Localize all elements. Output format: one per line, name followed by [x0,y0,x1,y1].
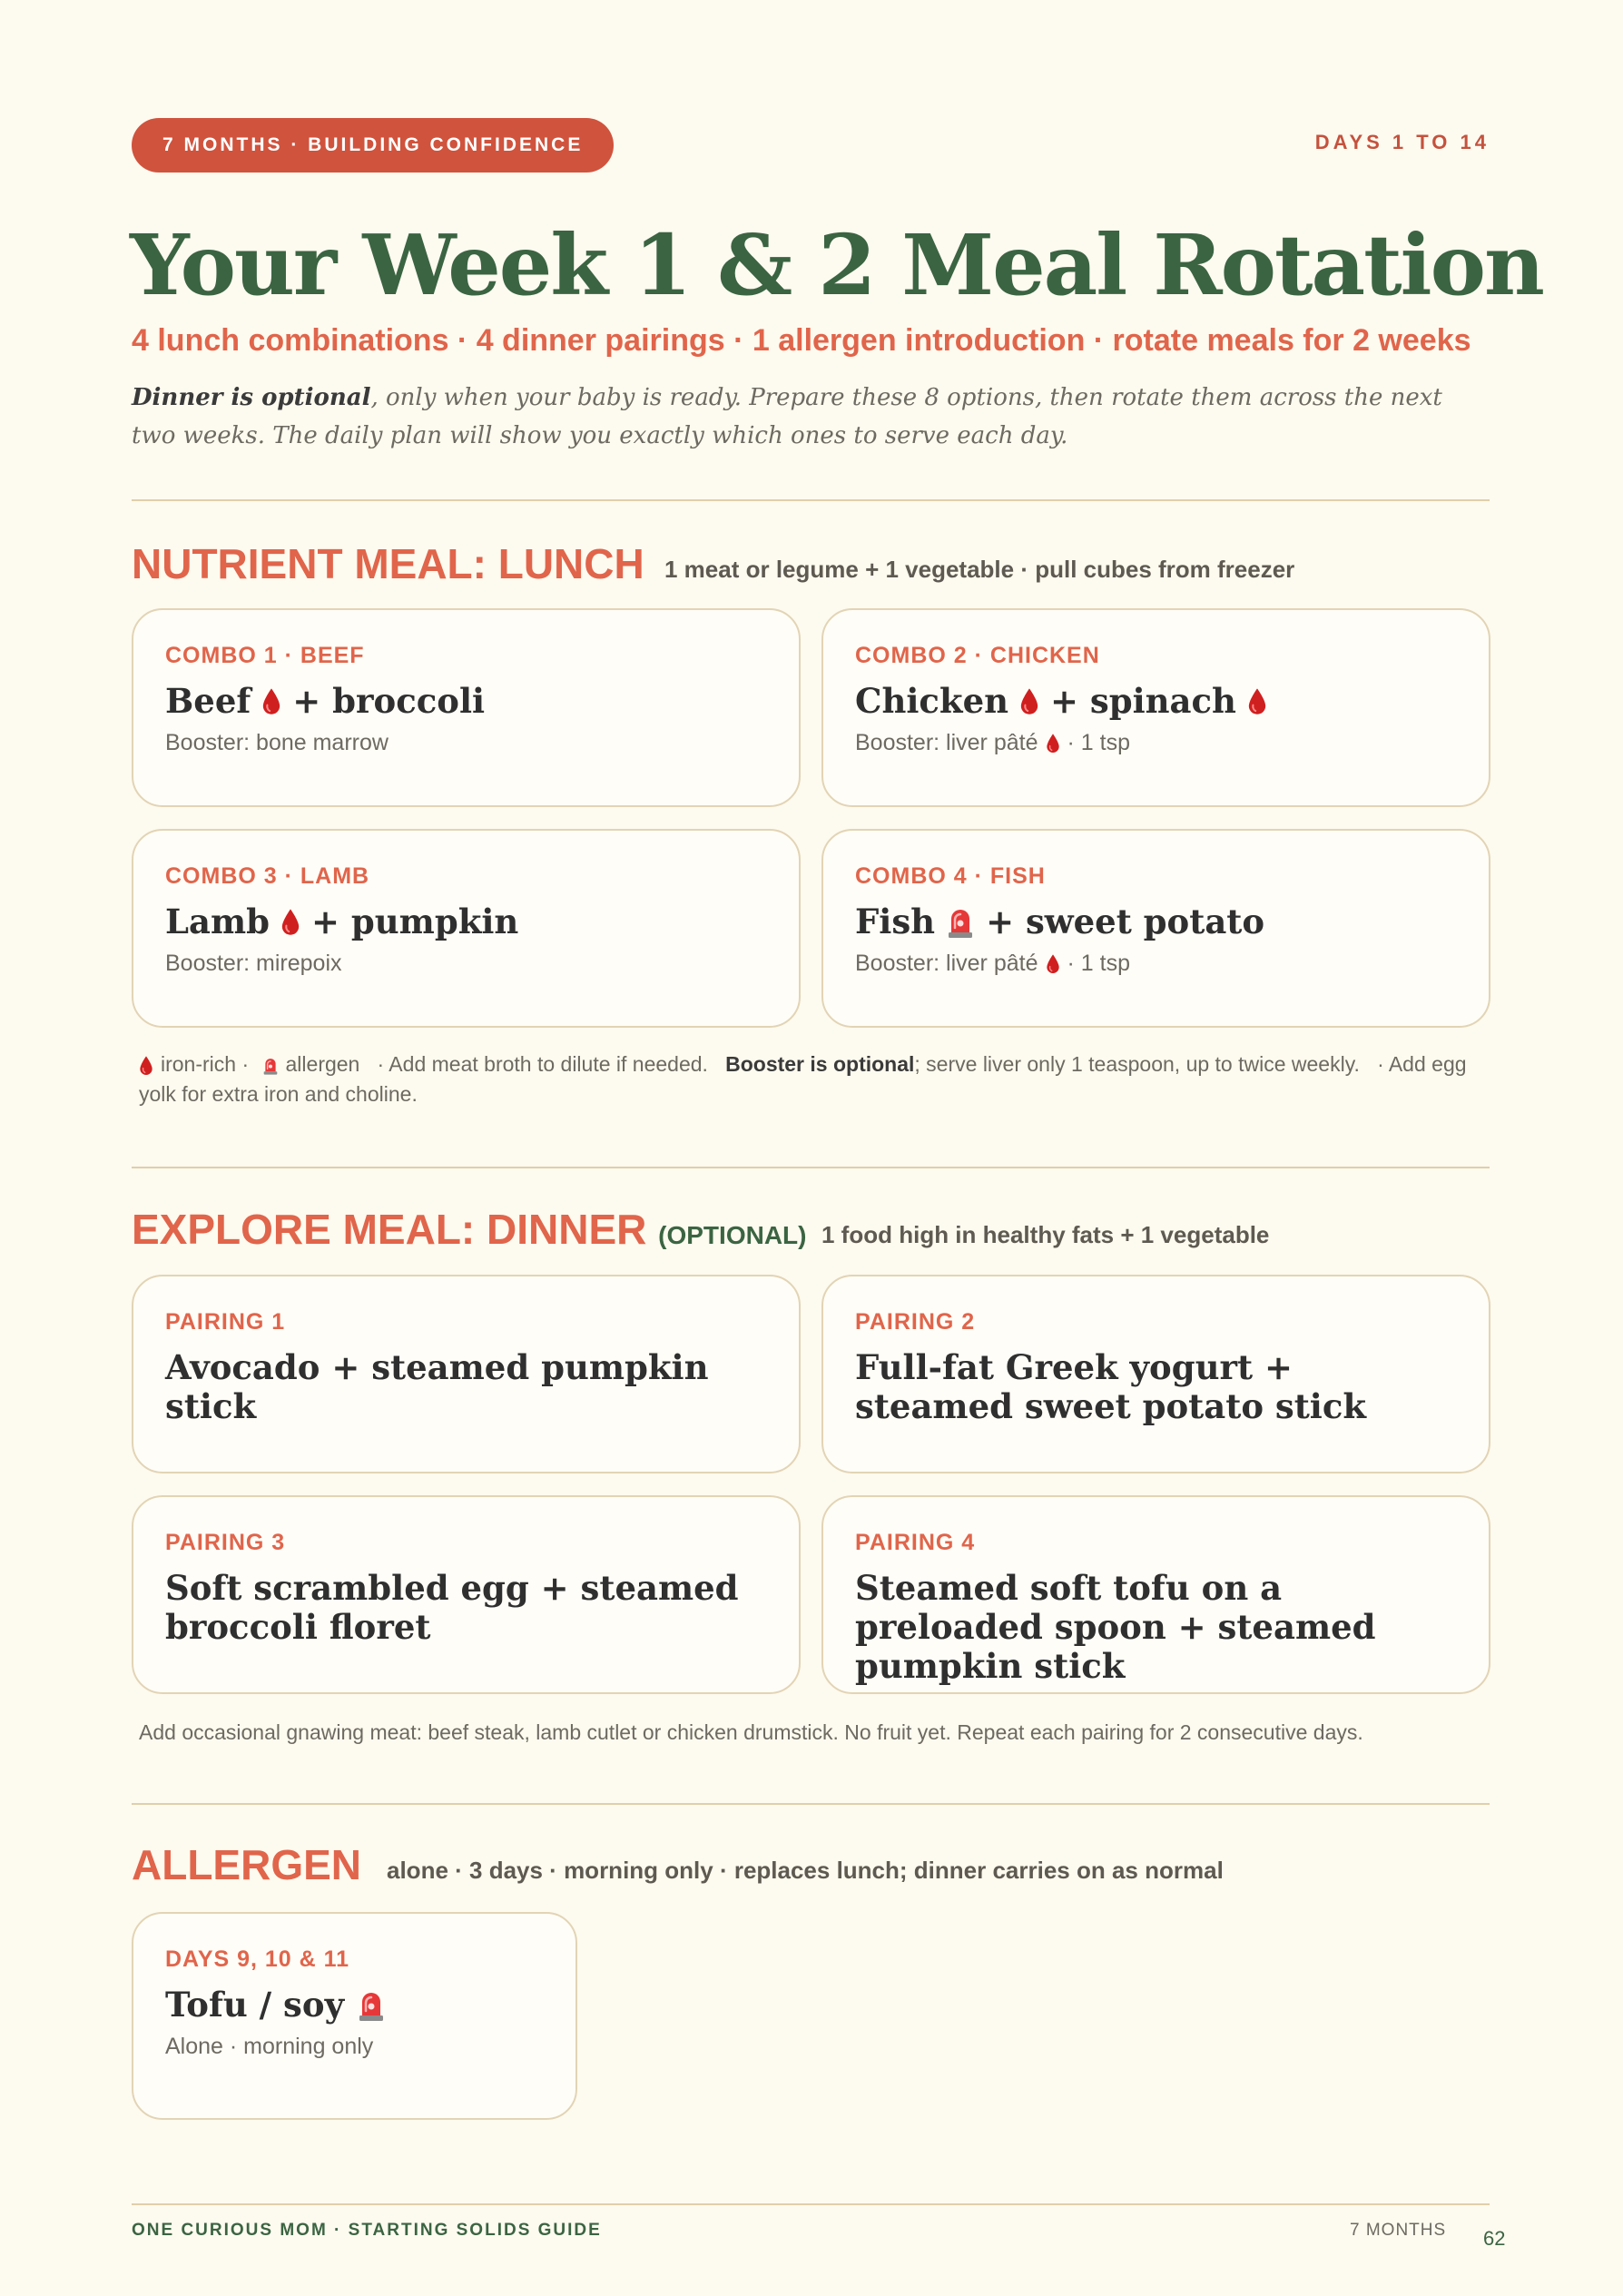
allergen-food: Tofu / soy [165,1985,345,2025]
combo-vegetable: + broccoli [292,681,486,721]
pairing-main: Soft scrambled egg + steamed broccoli floret [165,1568,739,1647]
allergen-card [132,1912,577,2120]
dinner-pairing-card [132,1275,801,1473]
page [130,0,1543,2296]
pairing-main: Full-fat Greek yogurt + steamed sweet potato stick [855,1347,1367,1426]
age-badge: 7 MONTHS · BUILDING CONFIDENCE [132,118,614,172]
legend-iron: iron-rich · [161,1052,250,1076]
dinner-section-note: 1 food high in healthy fats + 1 vegetable [821,1221,1270,1248]
booster-text: Booster: liver pâté [855,730,1038,755]
page-subtitle: 4 lunch combinations · 4 dinner pairings · 1 allergen introduction · rotate meals for 2 weeks [132,323,1471,358]
dinner-pairing-card [821,1495,1490,1694]
divider [132,1803,1490,1805]
pairing-label: PAIRING 3 [165,1530,286,1555]
dinner-footnote: Add occasional gnawing meat: beef steak, lamb cutlet or chicken drumstick. No fruit yet. Repeat each pairing for 2 consecutive days. [139,1720,1363,1744]
combo-main [165,682,768,721]
combo-label: COMBO 4 · FISH [855,863,1046,889]
combo-vegetable: + spinach [1050,681,1236,721]
blood-drop-icon [1046,953,1060,975]
days-range: DAYS 1 TO 14 [1314,131,1490,153]
combo-vegetable: + pumpkin [311,902,519,941]
intro-text [132,379,1490,455]
allergen-section-title: ALLERGEN [132,1841,361,1888]
combo-label: COMBO 2 · CHICKEN [855,643,1100,668]
combo-main [165,902,768,941]
combo-main [855,902,1458,941]
lunch-legend [139,1049,1482,1109]
siren-icon [946,906,975,939]
combo-main [855,682,1458,721]
dinner-pairing-card [821,1275,1490,1473]
allergen-section-note: alone · 3 days · morning only · replaces lunch; dinner carries on as normal [387,1857,1224,1884]
blood-drop-icon [280,908,300,937]
footer-divider [132,2203,1490,2205]
lunch-combo-card [821,608,1490,807]
siren-icon [262,1056,279,1076]
pairing-label: PAIRING 2 [855,1309,976,1335]
legend-note-egg: · Add egg yolk for extra iron and choline. [139,1052,1467,1106]
legend-booster-bold: Booster is optional [725,1052,915,1076]
allergen-sub: Alone · morning only [165,2034,374,2059]
booster-text: Booster: bone marrow [165,730,389,755]
combo-booster [855,730,1458,756]
lunch-combo-card [821,829,1490,1028]
blood-drop-icon [1247,687,1267,716]
combo-protein: Fish [855,902,936,941]
lunch-combo-card [132,608,801,807]
combo-booster [165,730,768,756]
pairing-label: PAIRING 4 [855,1530,976,1555]
footer-brand: ONE CURIOUS MOM · STARTING SOLIDS GUIDE [132,2221,602,2240]
lunch-section-title: NUTRIENT MEAL: LUNCH [132,540,644,587]
pairing-label: PAIRING 1 [165,1309,286,1335]
pairing-main: Steamed soft tofu on a preloaded spoon + steamed pumpkin stick [855,1568,1376,1686]
footer-section: 7 MONTHS [1350,2221,1447,2240]
divider [132,1167,1490,1168]
blood-drop-icon [1046,733,1060,754]
combo-label: COMBO 1 · BEEF [165,643,365,668]
pairing-main: Avocado + steamed pumpkin stick [165,1347,709,1426]
combo-protein: Lamb [165,902,270,941]
legend-allergen: allergen [285,1052,360,1076]
lunch-section-note: 1 meat or legume + 1 vegetable · pull cubes from freezer [664,556,1295,583]
intro-rest: , only when your baby is ready. Prepare these 8 options, then rotate them across the next two weeks. The daily plan will show you exactly which ones to serve each day. [132,384,1442,449]
legend-note-liver: ; serve liver only 1 teaspoon, up to twice weekly. [914,1052,1360,1076]
combo-booster [855,951,1458,977]
allergen-main [165,1986,545,2025]
booster-text: Booster: liver pâté [855,951,1038,976]
combo-protein: Chicken [855,681,1009,721]
booster-amount: · 1 tsp [1067,951,1130,976]
page-title: Your Week 1 & 2 Meal Rotation [130,216,1543,314]
allergen-days-label: DAYS 9, 10 & 11 [165,1946,350,1972]
blood-drop-icon [139,1055,153,1077]
lunch-combo-card [132,829,801,1028]
dinner-title-text: EXPLORE MEAL: DINNER [132,1206,647,1253]
combo-label: COMBO 3 · LAMB [165,863,370,889]
dinner-pairing-card [132,1495,801,1694]
dinner-section-title [132,1205,806,1254]
combo-protein: Beef [165,681,251,721]
legend-note-broth: · Add meat broth to dilute if needed. [377,1052,708,1076]
combo-booster [165,951,768,977]
blood-drop-icon [261,687,281,716]
dinner-optional-tag: (OPTIONAL) [658,1221,807,1249]
booster-text: Booster: mirepoix [165,951,342,976]
divider [132,499,1490,501]
intro-bold: Dinner is optional [132,384,371,411]
siren-icon [357,1989,386,2022]
page-number: 62 [1483,2227,1506,2250]
booster-amount: · 1 tsp [1067,730,1130,755]
combo-vegetable: + sweet potato [986,902,1265,941]
blood-drop-icon [1019,687,1039,716]
